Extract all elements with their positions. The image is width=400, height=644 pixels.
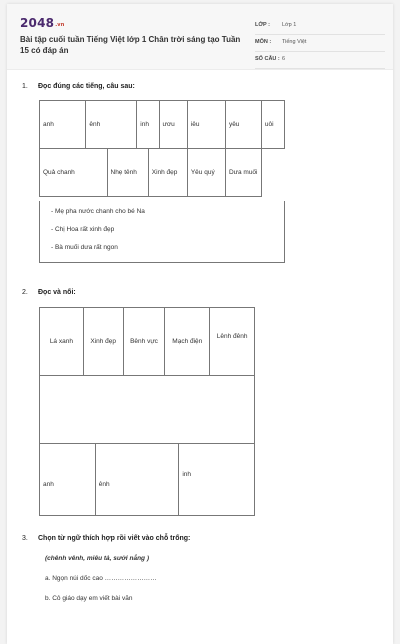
table-row	[40, 149, 285, 197]
meta-question-count: SỐ CÂU : 6	[255, 52, 385, 69]
example-sentences	[39, 201, 285, 263]
table-cell: ươu	[159, 101, 187, 149]
table-cell: Lênh đênh	[210, 308, 255, 376]
document-title: Bài tập cuối tuần Tiếng Việt lớp 1 Chân trời sáng tạo Tuần 15 có đáp án	[20, 35, 241, 55]
table-cell: Dưa muối	[225, 149, 261, 197]
site-logo[interactable]: 2048.vn	[20, 16, 65, 30]
table-cell: Bênh vực	[123, 308, 165, 376]
document-page	[7, 4, 393, 644]
reading-table-1	[39, 100, 285, 197]
matching-table-bottom	[39, 443, 255, 516]
table-row	[40, 444, 255, 516]
section-1-title: 1. Đọc đúng các tiếng, câu sau:	[22, 83, 135, 90]
table-cell: Mạch điện	[165, 308, 210, 376]
table-cell: ênh	[86, 101, 137, 149]
section-3-title: 3. Chọn từ ngữ thích hợp rồi viết vào chỗ trống:	[22, 535, 191, 542]
table-cell: Lá xanh	[40, 308, 84, 376]
meta-subject: MÔN : Tiếng Việt	[255, 35, 385, 52]
sentence-2: - Chị Hoa rất xinh đẹp	[51, 226, 115, 233]
word-choices: (chênh vênh, miêu tả, sưởi nắng )	[45, 555, 149, 562]
section-2-title: 2. Đọc và nối:	[22, 289, 76, 296]
document-meta	[255, 18, 385, 69]
exercise-item-b: b. Cô giáo dạy em viết bài văn	[45, 595, 133, 602]
table-cell: ênh	[95, 444, 179, 516]
table-cell: inh	[137, 101, 159, 149]
table-cell: iêu	[187, 101, 225, 149]
sentence-1: - Mẹ pha nước chanh cho bé Na	[51, 208, 145, 215]
document-header	[7, 4, 393, 70]
meta-grade: LỚP : Lớp 1	[255, 18, 385, 35]
table-cell: Xinh đẹp	[83, 308, 123, 376]
matching-space	[40, 376, 255, 444]
sentence-3: - Bà muối dưa rất ngon	[51, 244, 118, 251]
table-cell: anh	[40, 101, 86, 149]
table-cell: Quả chanh	[40, 149, 108, 197]
table-cell: inh	[179, 444, 255, 516]
table-cell: Xinh đẹp	[148, 149, 187, 197]
table-cell: yêu	[225, 101, 261, 149]
table-row	[40, 101, 285, 149]
table-cell: anh	[40, 444, 96, 516]
table-row	[40, 376, 255, 444]
table-row	[40, 308, 255, 376]
exercise-item-a: a. Ngọn núi dốc cao ……………………	[45, 575, 157, 582]
matching-table	[39, 307, 255, 444]
table-cell: Nhẹ tênh	[107, 149, 148, 197]
table-cell: uôi	[261, 101, 284, 149]
table-cell: Yêu quý	[187, 149, 225, 197]
